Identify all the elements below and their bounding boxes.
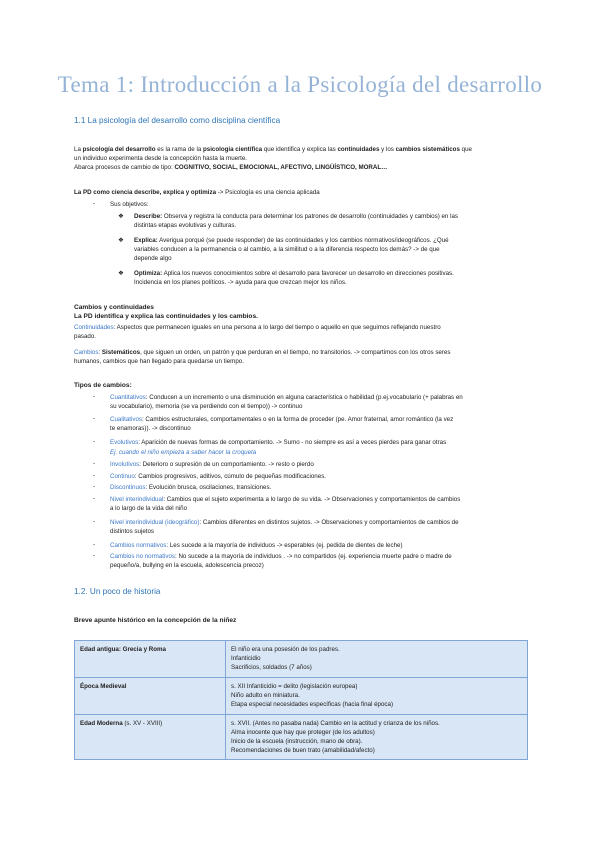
era-cell: Época Medieval [75, 678, 226, 715]
bullet-dash: - [93, 552, 96, 559]
table-row [75, 715, 528, 760]
bullet-dash: - [93, 518, 96, 525]
bullet-dash: - [93, 541, 96, 548]
continuidades-paragraph: Continuidades: Aspectos que permanecen iguales en una persona a lo largo del tiempo o aquello en que seguimos reflejando nuestro pasado. [74, 324, 441, 340]
tipo-interindividual: Nivel interindividual: Cambios que el sujeto experimenta a lo largo de su vida. -> Observaciones y comportamientos de cambios a lo largo de la vida del niño [110, 496, 461, 512]
cambios-subheading: La PD identifica y explica las continuidades y los cambios. [74, 313, 258, 320]
era-description-cell: s. XVII. (Antes no pasaba nada) Cambio en la actitud y crianza de los niños. Alma inocente que hay que proteger (de los adultos) Inicio de la escuela (instrucción, mano de obra). Recomendaciones de buen trato (amabilidad/afecto) [226, 715, 528, 760]
history-table [74, 640, 528, 760]
era-description-cell: El niño era una posesión de los padres. Infanticidio Sacrificios, soldados (7 años) [226, 641, 528, 678]
era-cell: Edad antigua: Grecia y Roma [75, 641, 226, 678]
table-row [75, 678, 528, 715]
tipo-continuo: Continuo: Cambios progresivos, aditivos, cúmulo de pequeñas modificaciones. [110, 473, 327, 480]
evolutivos-example: Ej. cuando el niño empieza a saber hacer la croqueta [110, 449, 257, 456]
intro-paragraph: La psicología del desarrollo es la rama de la psicología científica que identifica y explica las continuidades y los cambios sistemáticos que un individuo experimenta desde la concepción hasta la muerte. Abarca procesos de cambio de tipo: COGNITIVO, SOCIAL, EMOCIONAL, AFECTIVO, LINGÜÍSTICO, MORAL… [74, 146, 472, 171]
tipo-normativos: Cambios normativos: Les sucede a la mayoría de individuos -> esperables (ej. pedida de dientes de leche) [110, 542, 403, 549]
bullet-dash: - [93, 393, 96, 400]
pd-heading: La PD como ciencia describe, explica y optimiza -> Psicología es una ciencia aplicada [74, 189, 320, 196]
bullet-dash: - [93, 483, 96, 490]
objective-describe: Describe: Observa y registra la conducta para determinar los patrones de desarrollo (continuidades y cambios) en las distintas etapas evolutivas y culturas. [134, 213, 458, 229]
diamond-bullet-icon: ❖ [118, 270, 124, 277]
tipo-no-normativos: Cambios no normativos: No sucede a la mayoría de individuos . -> no compartidos (ej. experiencia muerte padre o madre de pequeño/a, bullying en la escuela, adolescencia precoz) [110, 553, 452, 569]
diamond-bullet-icon: ❖ [118, 213, 124, 220]
objectives-label: Sus objetivos: [110, 201, 149, 208]
objective-explain: Explica: Averigua porqué (se puede responder) de las continuidades y los cambios normativos/ideográficos. ¿Qué variables conducen a la permanencia o al cambio, a la similitud o a la diferencia respecto los demás? -> de que depende algo [134, 237, 449, 262]
tipos-heading: Tipos de cambios: [74, 382, 132, 389]
tipo-evolutivos: Evolutivos: Aparición de nuevas formas de comportamiento. -> Sumo - no siempre es así a veces pierdes para ganar otras [110, 439, 447, 446]
bullet-dash: - [93, 438, 96, 445]
era-cell: Edad Moderna (s. XV - XVIII) [75, 715, 226, 760]
tipo-discontinuos: Discontinuos: Evolución brusca, oscilaciones, transiciones. [110, 484, 272, 491]
diamond-bullet-icon: ❖ [118, 237, 124, 244]
section-heading-1-2: 1.2. Un poco de historia [74, 587, 161, 596]
bullet-dash: - [93, 200, 96, 207]
tipo-involutivos: Involutivos: Deterioro o supresión de un comportamiento. -> resto o pierdo [110, 461, 314, 468]
tipo-cualitativos: Cualitativos: Cambios estructurales, comportamentales o en la forma de proceder (pe. Amor fraternal, amor romántico (la vez te enamoras)). -> discontinuo [110, 416, 454, 432]
bullet-dash: - [93, 472, 96, 479]
history-subheading: Breve apunte histórico en la concepción de la niñez [74, 617, 237, 624]
section-heading-1-1: 1.1 La psicología del desarrollo como disciplina científica [74, 116, 281, 125]
bullet-dash: - [93, 460, 96, 467]
era-description-cell: s. XII Infanticidio = delito (legislación europea) Niño adulto en miniatura. Etapa especial necesidades específicas (hacia final época) [226, 678, 528, 715]
cambios-heading: Cambios y continuidades [74, 304, 154, 311]
objective-optimize: Optimiza: Aplica los nuevos conocimientos sobre el desarrollo para favorecer un desarrollo en direcciones positivas. Incidencia en los planes políticos. -> ayuda para que crezcan mejor los niños. [134, 270, 454, 286]
table-row [75, 641, 528, 678]
bullet-dash: - [93, 495, 96, 502]
document-title: Tema 1: Introducción a la Psicología del desarrollo [57, 72, 543, 97]
tipo-cuantitativos: Cuantitativos: Conducen a un incremento o una disminución en alguna característica o habilidad (p.ej.vocabulario (+ palabras en su vocabulario), memoria (se va perdiendo con el tiempo)) -> continuo [110, 394, 463, 410]
tipo-ideografico: Nivel interindividual (ideográfico): Cambios diferentes en distintos sujetos. -> Observaciones y comportamientos de cambios de distintos sujetos [110, 519, 459, 535]
bullet-dash: - [93, 415, 96, 422]
cambios-paragraph: Cambios: Sistemáticos, que siguen un orden, un patrón y que perduran en el tiempo, no transitorios. -> compartimos con los otros seres humanos, cambios que han llegado para quedarse un tiempo. [74, 349, 451, 365]
